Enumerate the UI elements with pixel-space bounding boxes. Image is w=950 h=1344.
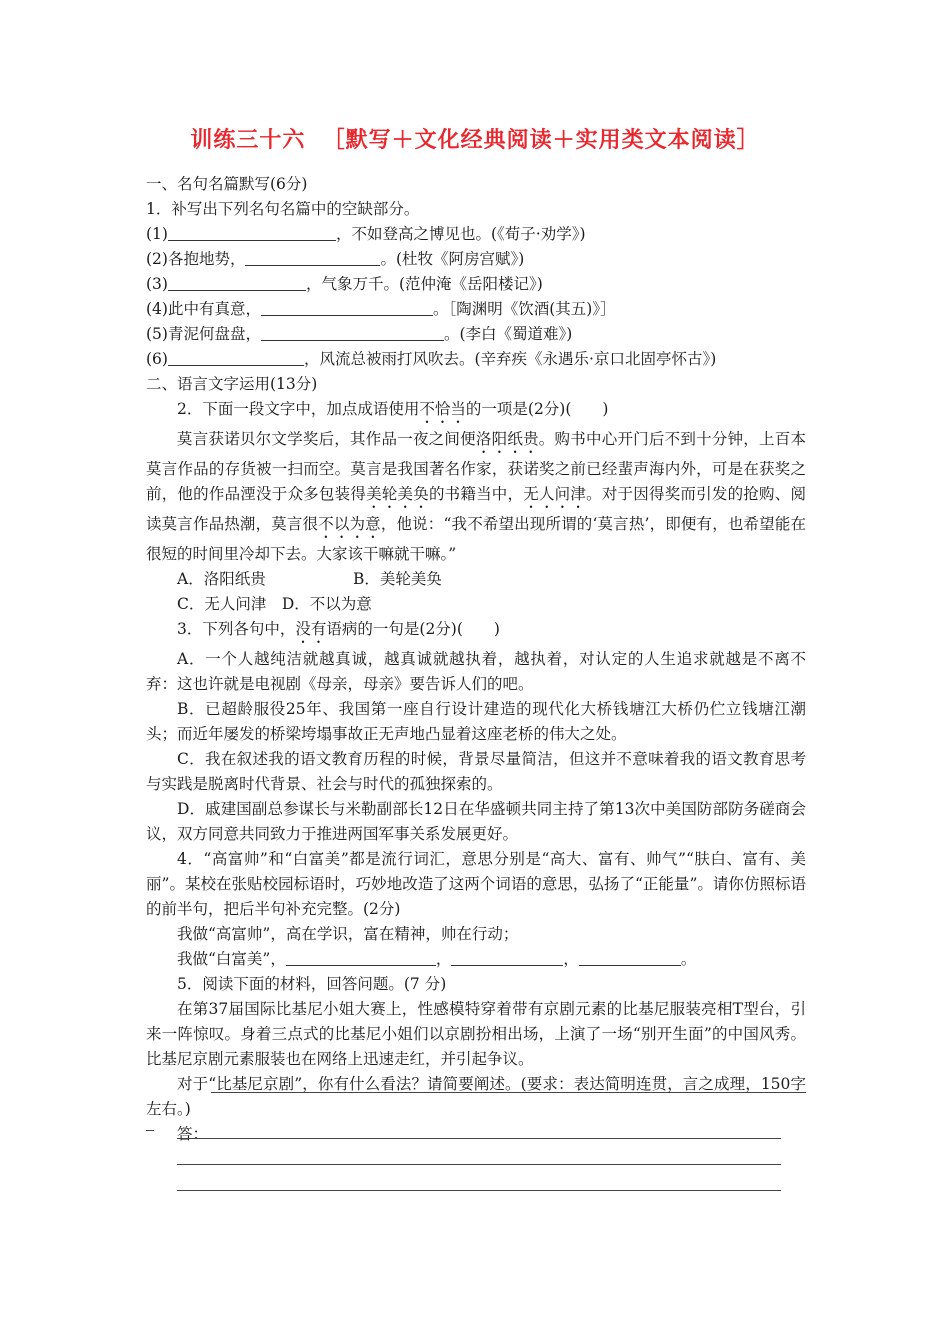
q1-item-2: (2)各抱地势， 。(杜牧《阿房宫赋》) <box>146 250 525 268</box>
answer-blank[interactable] <box>168 275 306 291</box>
q3-option-b[interactable]: B．已超龄服役25年、我国第一座自行设计建造的现代化大桥钱塘江大桥仍伫立钱塘江潮头；而近年屡发的桥梁垮塌事故正无声地凸显着这座老桥的伟大之处。 <box>146 700 806 743</box>
q1-item-3: (3) ，气象万千。(范仲淹《岳阳楼记》) <box>146 275 543 293</box>
dotted-idiom: 洛阳纸贵 <box>475 430 539 448</box>
q4-answer-line: 我做“白富美”， ， ， 。 <box>177 950 697 968</box>
option-a[interactable]: A．洛阳纸贵 <box>177 570 266 588</box>
dotted-idiom: 无人问津 <box>523 485 587 503</box>
q2-passage: 莫言获诺贝尔文学奖后，其作品一夜之间便洛阳纸贵。购书中心开门后不到十分钟，上百本莫言作品的存货被一扫而空。莫言是我国著名作家，获诺奖之前已经蜚声海内外，可是在获奖之前，他的作品湮没于众多包装得美轮美奂的书籍当中，无人问津。对于因得奖而引发的抢购、阅读莫言作品热潮，莫言很不以为意，他说：“我不希望出现所谓的‘莫言热’，即便有，也希望能在很短的时间里冷却下去。大家该干嘛就干嘛。” <box>146 430 806 563</box>
answer-line[interactable] <box>177 1138 781 1139</box>
dotted-idiom: 不以为意 <box>318 515 381 533</box>
q5-stem: 5．阅读下面的材料，回答问题。(7 分) <box>177 975 447 993</box>
q3-stem: 3．下列各句中，没有语病的一句是(2分)( ) <box>177 620 500 638</box>
answer-line[interactable] <box>211 1092 806 1093</box>
q4-example: 我做“高富帅”，高在学识，富在精神，帅在行动； <box>177 925 519 943</box>
dotted-idiom: 美轮美奂 <box>366 485 429 503</box>
q1-stem: 1．补写出下列名句名篇中的空缺部分。 <box>146 200 420 218</box>
page-title: 训练三十六 ［默写＋文化经典阅读＋实用类文本阅读］ <box>190 128 760 153</box>
answer-line-dash <box>146 1130 154 1131</box>
section1-heading: 一、名句名篇默写(6分) <box>146 175 308 193</box>
answer-blank[interactable] <box>261 300 433 316</box>
answer-blank[interactable] <box>261 325 444 341</box>
answer-blank[interactable] <box>168 225 336 241</box>
q1-item-6: (6) ，风流总被雨打风吹去。(辛弃疾《永遇乐·京口北固亭怀古》) <box>146 350 717 368</box>
q2-stem: 2．下面一段文字中，加点成语使用不恰当的一项是(2分)( ) <box>177 400 609 418</box>
answer-blank[interactable] <box>168 350 304 366</box>
option-b[interactable]: B．美轮美奂 <box>353 570 442 588</box>
answer-blank[interactable] <box>245 250 380 266</box>
q5-answer-label: 答： <box>177 1125 209 1143</box>
answer-line[interactable] <box>177 1164 781 1165</box>
q3-option-c[interactable]: C．我在叙述我的语文教育历程的时候，背景尽量简洁，但这并不意味着我的语文教育思考与实践是脱离时代背景、社会与时代的孤独探索的。 <box>146 750 806 793</box>
q4-stem: 4．“高富帅”和“白富美”都是流行词汇，意思分别是“高大、富有、帅气”“肤白、富有、美丽”。某校在张贴校园标语时，巧妙地改造了这两个词语的意思，弘扬了“正能量”。请你仿照标语的前半句，把后半句补充完整。(2分) <box>146 850 806 918</box>
q1-item-5: (5)青泥何盘盘， 。(李白《蜀道难》) <box>146 325 573 343</box>
answer-blank[interactable] <box>579 950 681 966</box>
q1-item-1: (1) ，不如登高之博见也。(《荀子·劝学》) <box>146 225 586 243</box>
q1-item-4: (4)此中有真意， 。［陶渊明《饮酒(其五)》］ <box>146 300 616 318</box>
answer-blank[interactable] <box>286 950 436 966</box>
document-body <box>146 172 806 1147</box>
q3-option-a[interactable]: A．一个人越纯洁就越真诚，越真诚就越执着，越执着，对认定的人生追求就越是不离不弃：这也许就是电视剧《母亲，母亲》要告诉人们的吧。 <box>146 650 806 693</box>
section2-heading: 二、语言文字运用(13分) <box>146 375 318 393</box>
q2-options-cd[interactable]: C．无人问津 D．不以为意 <box>177 595 372 613</box>
q5-material: 在第37届国际比基尼小姐大赛上，性感模特穿着带有京剧元素的比基尼服装亮相T型台，引来一阵惊叹。身着三点式的比基尼小姐们以京剧扮相出场，上演了一场“别开生面”的中国风秀。比基尼京剧元素服装也在网络上迅速走红，并引起争议。 <box>146 1000 806 1068</box>
q3-option-d[interactable]: D．戚建国副总参谋长与米勒副部长12日在华盛顿共同主持了第13次中美国防部防务磋商会议，双方同意共同致力于推进两国军事关系发展更好。 <box>146 800 806 843</box>
answer-line[interactable] <box>177 1190 781 1191</box>
q5-question: 对于“比基尼京剧”，你有什么看法？请简要阐述。(要求：表达简明连贯，言之成理，150字左右。) <box>146 1075 806 1118</box>
answer-blank[interactable] <box>451 950 563 966</box>
q2-options-ab <box>146 567 806 592</box>
